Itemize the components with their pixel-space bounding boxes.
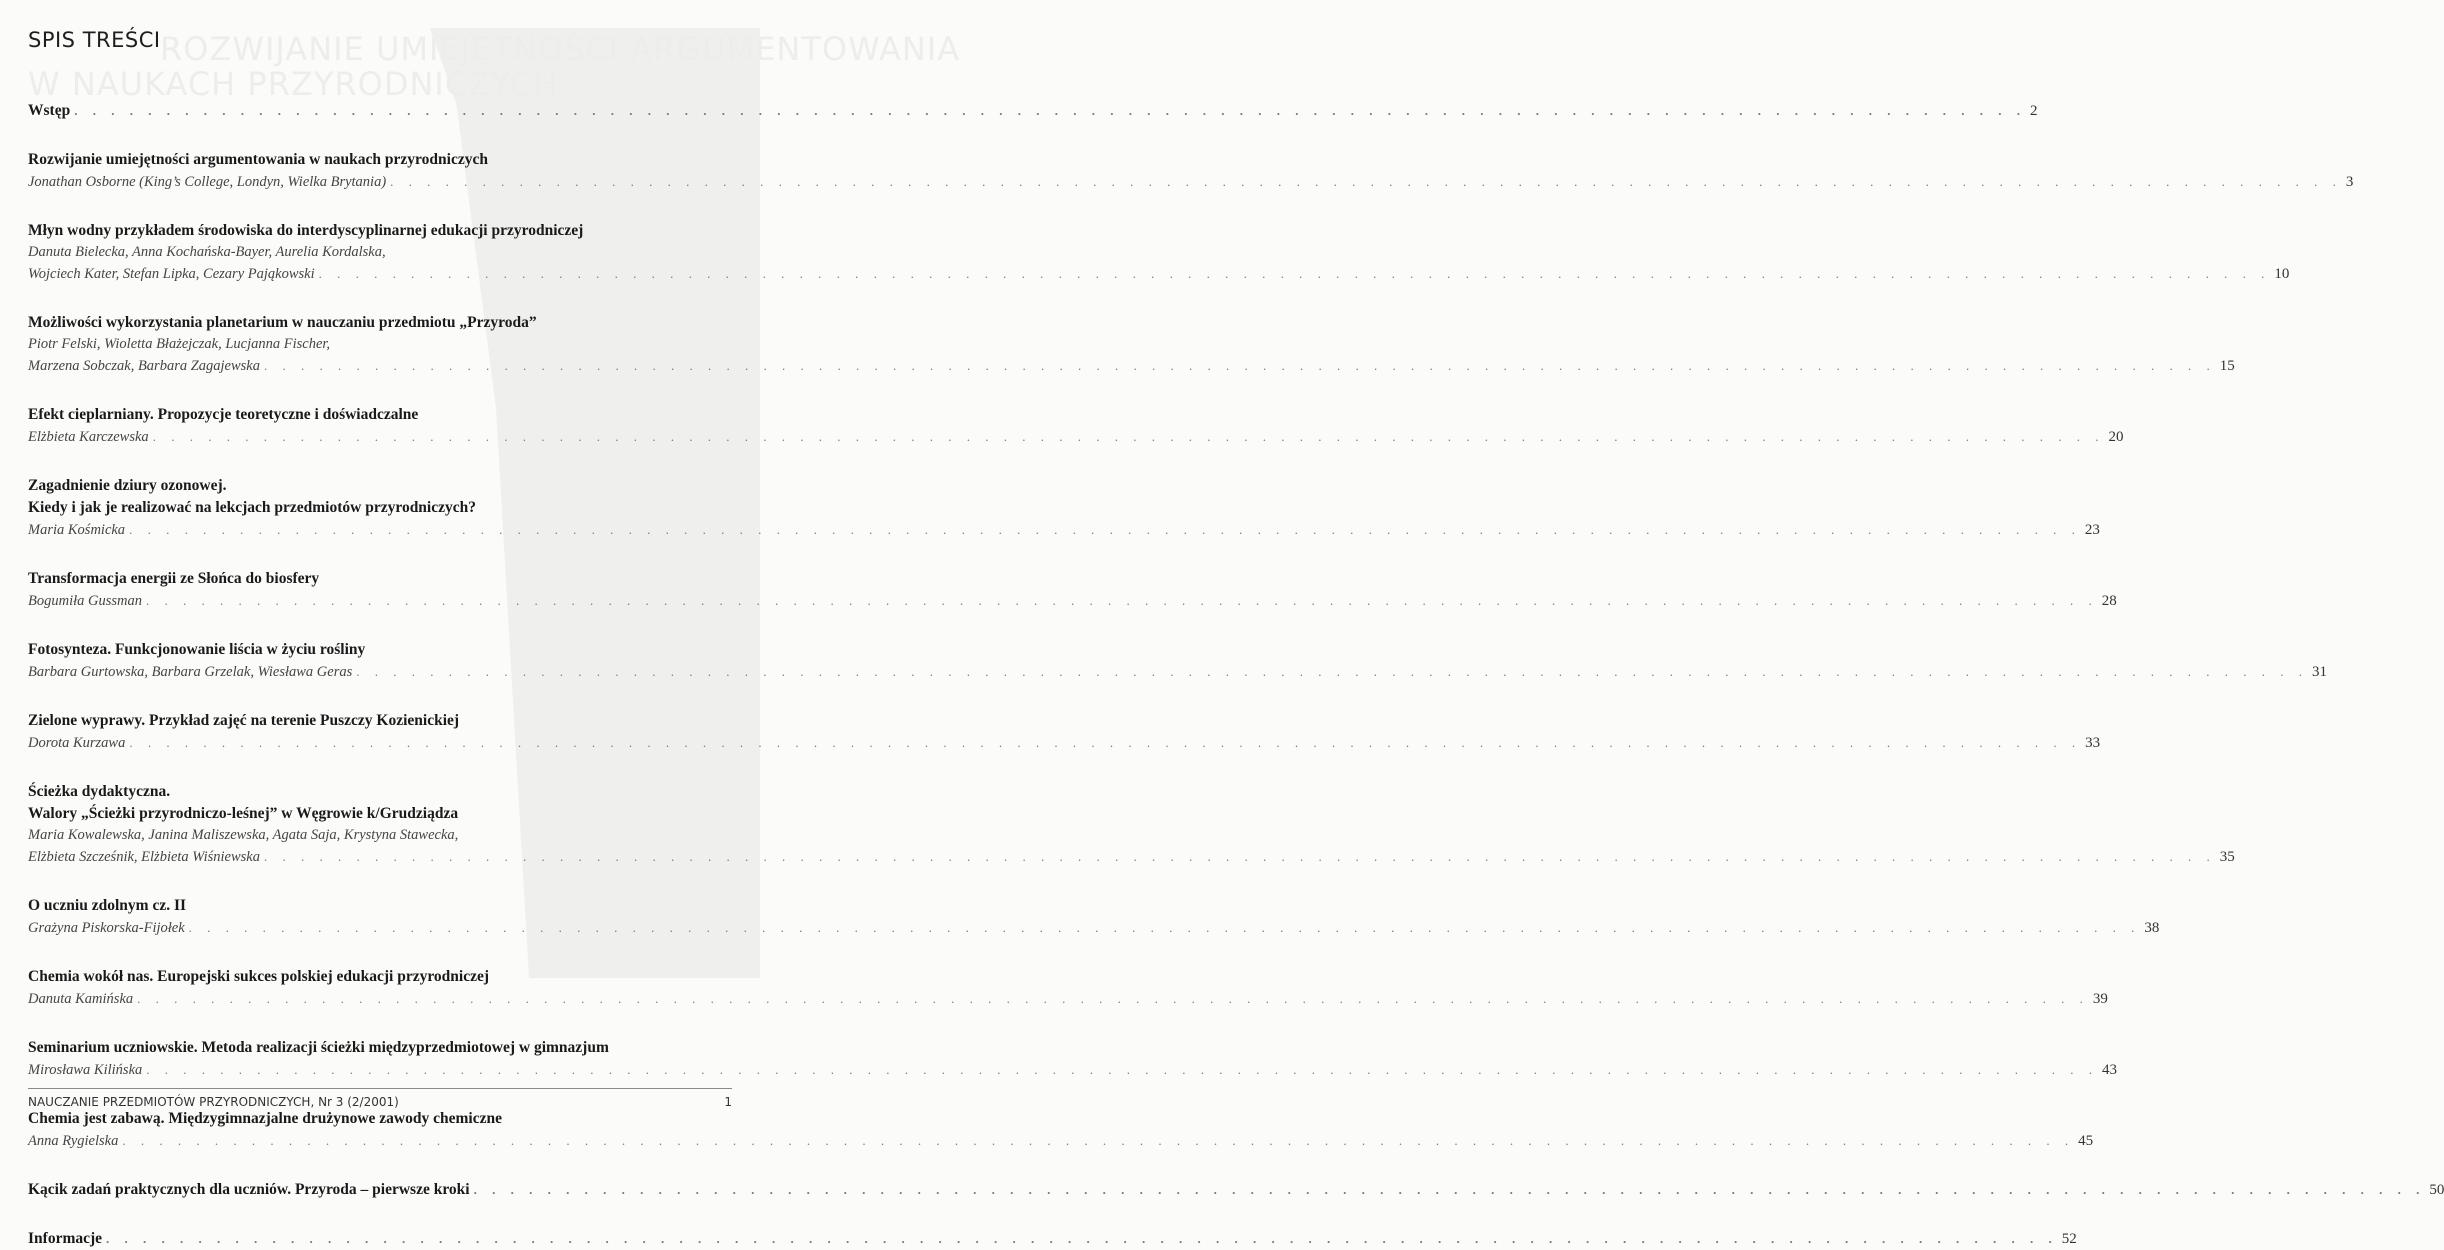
toc-entry[interactable] <box>28 100 2038 122</box>
toc-entry-leader-row <box>28 171 2354 193</box>
entry-title[interactable]: Młyn wodny przykładem środowiska do interdyscyplinarnej edukacji przyrodniczej <box>28 222 584 239</box>
entry-page-number[interactable]: 2 <box>2029 103 2038 119</box>
entry-spacer <box>28 377 732 404</box>
dot-leader <box>356 661 2308 682</box>
toc-entry-leader-row <box>28 846 2235 868</box>
entry-spacer <box>28 868 732 895</box>
entry-authors: Elżbieta Karczewska <box>28 429 149 445</box>
entry-page-number[interactable]: 10 <box>2274 266 2290 282</box>
page-number: 1 <box>724 1095 732 1109</box>
entry-authors: Grażyna Piskorska-Fijołek <box>28 920 185 936</box>
entry-authors: Danuta Kamińska <box>28 991 134 1007</box>
toc-entry-leader-row <box>28 1179 2444 1201</box>
dot-leader <box>122 1130 2074 1151</box>
toc-entry[interactable] <box>28 149 2354 193</box>
entry-spacer <box>28 754 732 781</box>
toc-entry[interactable] <box>28 404 2124 448</box>
entry-page-number[interactable]: 3 <box>2345 174 2354 190</box>
toc-entry-leader-row <box>28 732 2101 754</box>
dot-leader <box>129 519 2081 540</box>
entry-spacer <box>28 193 732 220</box>
dot-leader <box>74 100 2026 121</box>
entry-page-number[interactable]: 45 <box>2078 1133 2094 1149</box>
toc-entry-leader-row <box>28 519 2100 541</box>
entry-authors: Piotr Felski, Wioletta Błażejczak, Lucjanna Fischer, <box>28 336 331 352</box>
dot-leader <box>474 1179 2426 1200</box>
dot-leader <box>106 1228 2058 1249</box>
toc-entry-leader-row <box>28 988 2108 1010</box>
toc-entry-leader-row <box>28 426 2124 448</box>
entry-page-number[interactable]: 28 <box>2101 593 2117 609</box>
dot-leader <box>264 846 2216 867</box>
footer-divider <box>28 1088 732 1089</box>
entry-title[interactable]: Walory „Ścieżki przyrodniczo-leśnej” w Węgrowie k/Grudziądza <box>28 805 459 822</box>
dot-leader <box>137 988 2089 1009</box>
dot-leader <box>264 355 2216 376</box>
entry-authors: Maria Kowalewska, Janina Maliszewska, Agata Saja, Krystyna Stawecka, <box>28 827 459 843</box>
toc-entry[interactable] <box>28 710 2101 754</box>
entry-page-number[interactable]: 23 <box>2084 522 2100 538</box>
toc-entry-leader-row <box>28 100 2038 122</box>
toc-entry[interactable] <box>28 1179 2444 1201</box>
entry-title[interactable]: Chemia jest zabawą. Międzygimnazjalne drużynowe zawody chemiczne <box>28 1110 502 1127</box>
entry-page-number[interactable]: 39 <box>2092 991 2108 1007</box>
entry-title[interactable]: Rozwijanie umiejętności argumentowania w naukach przyrodniczych <box>28 151 488 168</box>
dot-leader <box>319 263 2271 284</box>
entry-title[interactable]: Seminarium uczniowskie. Metoda realizacji ścieżki międzyprzedmiotowej w gimnazjum <box>28 1039 609 1056</box>
entry-spacer <box>28 448 732 475</box>
entry-title[interactable]: O uczniu zdolnym cz. II <box>28 897 187 914</box>
entry-spacer <box>28 1152 732 1179</box>
dot-leader <box>390 171 2342 192</box>
journal-citation: NAUCZANIE PRZEDMIOTÓW PRZYRODNICZYCH, Nr 3 (2/2001) <box>28 1095 399 1109</box>
toc-entry-leader-row <box>28 1228 2077 1250</box>
toc-entry-leader-row <box>28 263 2290 285</box>
entry-spacer <box>28 939 732 966</box>
page-title: SPIS TREŚCI <box>28 28 161 52</box>
entry-page-number[interactable]: 33 <box>2085 735 2101 751</box>
toc-entry-leader-row <box>28 590 2117 612</box>
entry-authors: Elżbieta Szcześnik, Elżbieta Wiśniewska <box>28 849 260 865</box>
entry-title[interactable]: Fotosynteza. Funkcjonowanie liścia w życiu rośliny <box>28 641 366 658</box>
entry-spacer <box>28 683 732 710</box>
table-of-contents <box>28 100 2444 1250</box>
entry-authors: Dorota Kurzawa <box>28 735 126 751</box>
toc-entry[interactable] <box>28 895 2160 939</box>
entry-title[interactable]: Możliwości wykorzystania planetarium w nauczaniu przedmiotu „Przyroda” <box>28 314 537 331</box>
entry-spacer <box>28 122 732 149</box>
entry-authors: Jonathan Osborne (King’s College, Londyn, Wielka Brytania) <box>28 174 387 190</box>
entry-spacer <box>28 1201 732 1228</box>
dot-leader <box>146 1059 2098 1080</box>
entry-page-number[interactable]: 20 <box>2108 429 2124 445</box>
entry-title[interactable]: Zagadnienie dziury ozonowej. <box>28 477 227 494</box>
toc-entry-leader-row <box>28 1059 2118 1081</box>
entry-page-number[interactable]: 50 <box>2429 1182 2444 1198</box>
toc-entry[interactable] <box>28 475 2100 541</box>
entry-title[interactable]: Transformacja energii ze Słońca do biosfery <box>28 570 320 587</box>
dot-leader <box>146 590 2098 611</box>
entry-authors: Bogumiła Gussman <box>28 593 142 609</box>
toc-entry[interactable] <box>28 312 2235 377</box>
entry-spacer <box>28 1010 732 1037</box>
entry-spacer <box>28 285 732 312</box>
entry-title[interactable]: Informacje <box>28 1230 103 1247</box>
toc-entry[interactable] <box>28 568 2117 612</box>
entry-title[interactable]: Chemia wokół nas. Europejski sukces polskiej edukacji przyrodniczej <box>28 968 490 985</box>
entry-authors: Danuta Bielecka, Anna Kochańska-Bayer, Aurelia Kordalska, <box>28 244 386 260</box>
entry-authors: Wojciech Kater, Stefan Lipka, Cezary Pająkowski <box>28 266 315 282</box>
toc-entry-leader-row <box>28 355 2235 377</box>
entry-spacer <box>28 612 732 639</box>
toc-entry[interactable] <box>28 1037 2118 1081</box>
entry-page-number[interactable]: 35 <box>2219 849 2235 865</box>
entry-authors: Mirosława Kilińska <box>28 1062 143 1078</box>
toc-entry[interactable] <box>28 639 2327 683</box>
toc-entry[interactable] <box>28 220 2290 285</box>
entry-title[interactable]: Ścieżka dydaktyczna. <box>28 783 171 800</box>
toc-entry[interactable] <box>28 966 2108 1010</box>
entry-page-number[interactable]: 52 <box>2061 1231 2077 1247</box>
dot-leader <box>189 917 2141 938</box>
entry-authors: Barbara Gurtowska, Barbara Grzelak, Wiesława Geras <box>28 664 353 680</box>
entry-title[interactable]: Kiedy i jak je realizować na lekcjach przedmiotów przyrodniczych? <box>28 499 476 516</box>
ghost-heading-line: ROZWIJANIE UMIEJĘTNOŚCI ARGUMENTOWANIA <box>160 30 961 68</box>
entry-page-number[interactable]: 43 <box>2102 1062 2118 1078</box>
entry-page-number[interactable]: 15 <box>2219 358 2235 374</box>
page-footer <box>28 1095 732 1109</box>
entry-authors: Maria Kośmicka <box>28 522 126 538</box>
dot-leader <box>153 426 2105 447</box>
toc-entry-leader-row <box>28 661 2327 683</box>
toc-entry-leader-row <box>28 917 2160 939</box>
dot-leader <box>129 732 2081 753</box>
toc-entry[interactable] <box>28 781 2235 868</box>
entry-title[interactable]: Zielone wyprawy. Przykład zajęć na terenie Puszczy Kozienickiej <box>28 712 460 729</box>
entry-page-number[interactable]: 31 <box>2312 664 2327 680</box>
toc-entry[interactable] <box>28 1108 2094 1152</box>
entry-page-number[interactable]: 38 <box>2144 920 2160 936</box>
entry-title[interactable]: Kącik zadań praktycznych dla uczniów. Przyroda – pierwsze kroki <box>28 1181 470 1198</box>
entry-authors: Anna Rygielska <box>28 1133 119 1149</box>
entry-title[interactable]: Efekt cieplarniany. Propozycje teoretyczne i doświadczalne <box>28 406 419 423</box>
entry-spacer <box>28 541 732 568</box>
ghost-heading-line: W NAUKACH PRZYRODNICZYCH <box>28 65 559 103</box>
toc-entry-leader-row <box>28 1130 2094 1152</box>
entry-title[interactable]: Wstęp <box>28 102 71 119</box>
toc-entry[interactable] <box>28 1228 2077 1250</box>
entry-authors: Marzena Sobczak, Barbara Zagajewska <box>28 358 260 374</box>
